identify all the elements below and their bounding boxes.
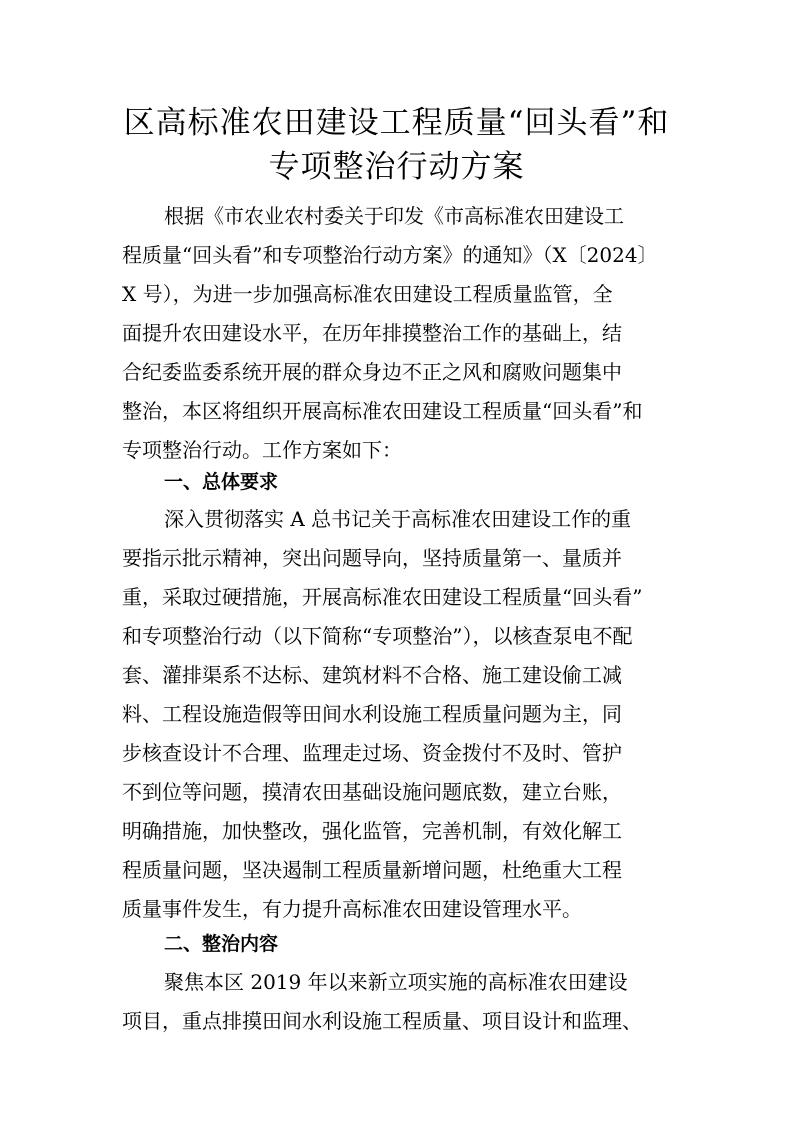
intro-paragraph-line: 合纪委监委系统开展的群众身边不正之风和腐败问题集中 bbox=[122, 360, 622, 384]
section-2-paragraph-line: 项目，重点排摸田间水利设施工程质量、项目设计和监理、 bbox=[122, 1009, 642, 1033]
section-1-paragraph-line: 明确措施，加快整改，强化监管，完善机制，有效化解工 bbox=[122, 819, 622, 843]
section-1-heading: 一、总体要求 bbox=[164, 471, 279, 493]
intro-paragraph-line: 专项整治行动。工作方案如下： bbox=[122, 438, 402, 462]
section-2-paragraph-line: 聚焦本区 2019 年以来新立项实施的高标准农田建设 bbox=[164, 970, 628, 994]
intro-paragraph-line: 根据《市农业农村委关于印发《市高标准农田建设工 bbox=[164, 204, 624, 228]
section-1-paragraph-line: 套、灌排渠系不达标、建筑材料不合格、施工建设偷工减 bbox=[122, 663, 622, 687]
section-1-paragraph-line: 要指示批示精神，突出问题导向，坚持质量第一、量质并 bbox=[122, 546, 622, 570]
intro-paragraph-line: 整治，本区将组织开展高标准农田建设工程质量“回头看”和 bbox=[122, 399, 643, 423]
intro-paragraph-line: X 号），为进一步加强高标准农田建设工程质量监管，全 bbox=[122, 282, 613, 306]
section-2-heading: 二、整治内容 bbox=[164, 933, 279, 955]
section-1-paragraph-line: 料、工程设施造假等田间水利设施工程质量问题为主，同 bbox=[122, 702, 622, 726]
section-1-paragraph-line: 程质量问题，坚决遏制工程质量新增问题，杜绝重大工程 bbox=[122, 858, 622, 882]
section-1-paragraph-line: 不到位等问题，摸清农田基础设施问题底数，建立台账， bbox=[122, 780, 622, 804]
section-1-paragraph-line: 重，采取过硬措施，开展高标准农田建设工程质量“回头看” bbox=[122, 585, 643, 609]
document-title-line-2: 专项整治行动方案 bbox=[268, 149, 525, 185]
section-1-paragraph-line: 步核查设计不合理、监理走过场、资金拨付不及时、管护 bbox=[122, 741, 622, 765]
document-title-line-1: 区高标准农田建设工程质量“回头看”和 bbox=[123, 105, 670, 141]
section-1-paragraph-line: 深入贯彻落实 A 总书记关于高标准农田建设工作的重 bbox=[164, 507, 632, 531]
intro-paragraph-line: 面提升农田建设水平，在历年排摸整治工作的基础上，结 bbox=[122, 321, 622, 345]
section-1-paragraph-line: 和专项整治行动（以下简称“专项整治”），以核查泵电不配 bbox=[122, 624, 633, 648]
section-1-paragraph-line: 质量事件发生，有力提升高标准农田建设管理水平。 bbox=[122, 897, 582, 921]
intro-paragraph-line: 程质量“回头看”和专项整治行动方案》的通知》（X〔2024〕 bbox=[122, 243, 658, 267]
